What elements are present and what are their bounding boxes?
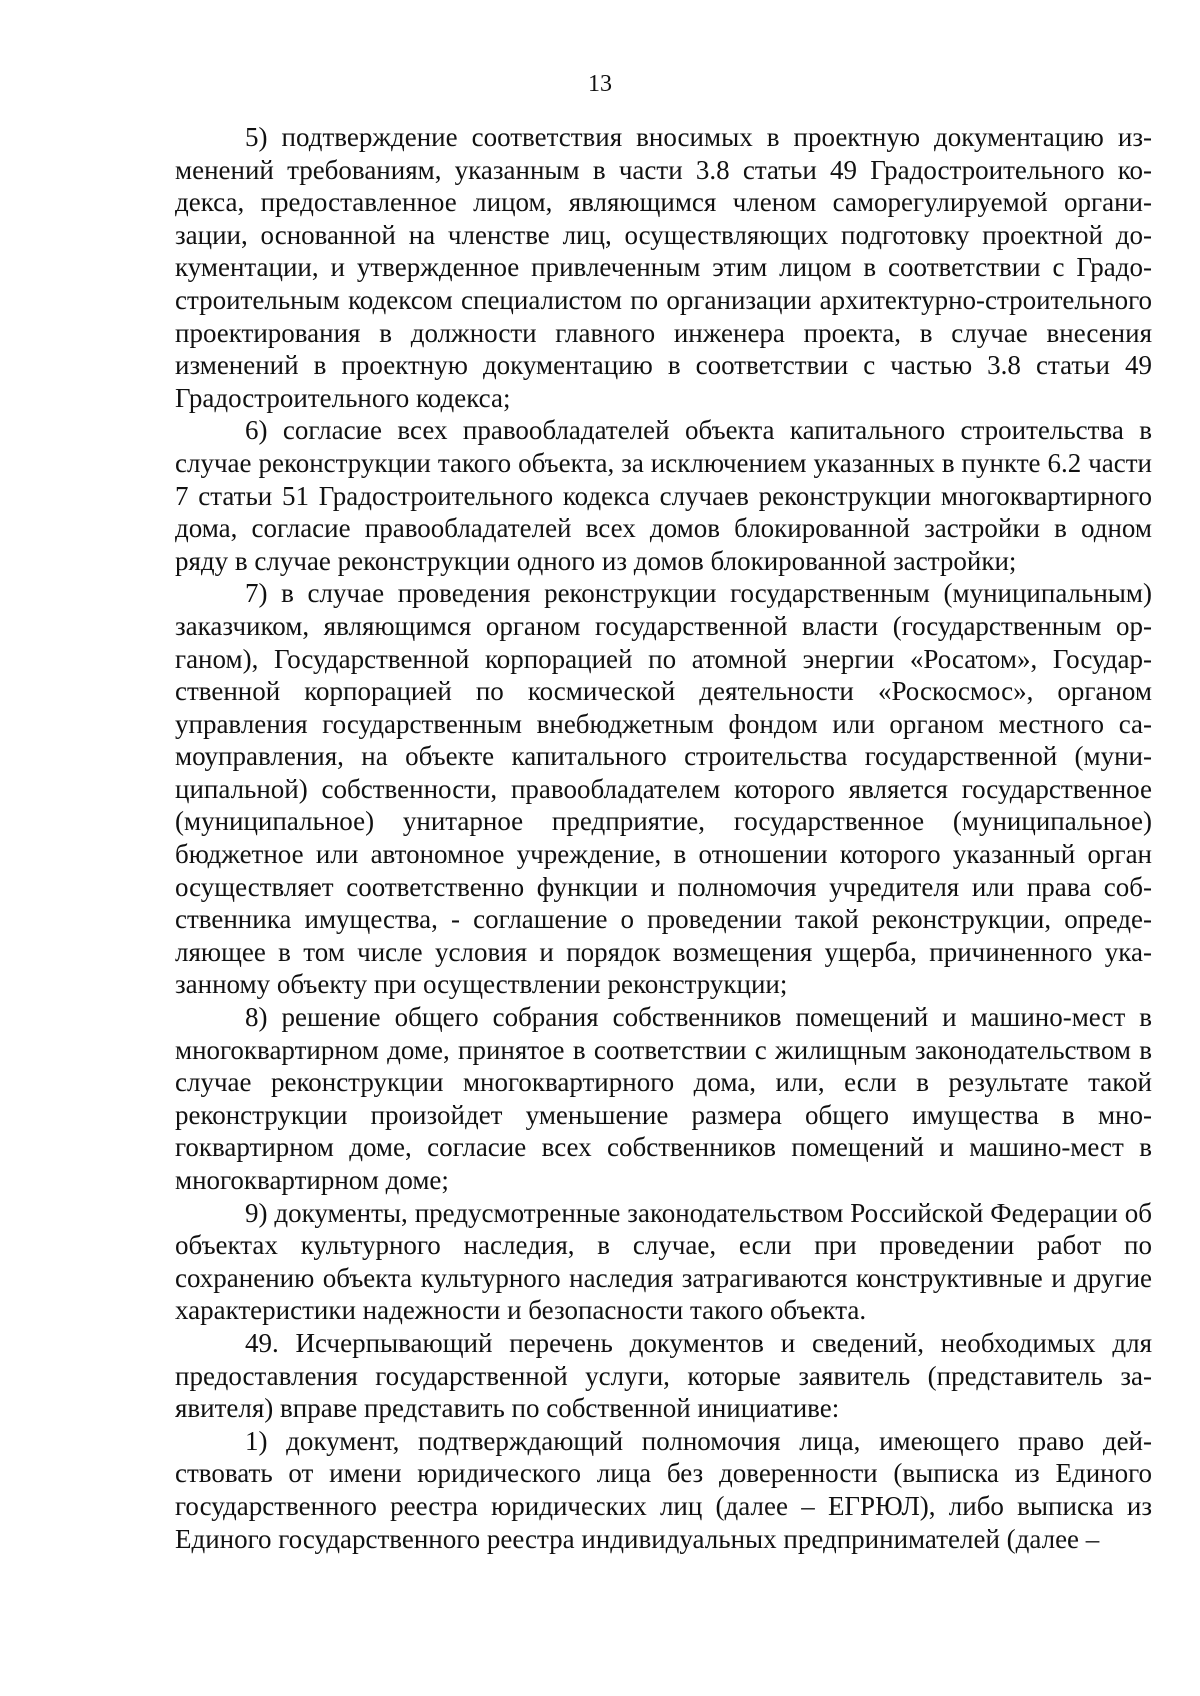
- paragraph-item-9: 9) документы, предусмотренные законодательством Российской Федерации об объектах культурного наследия, в случае, если при проведении работ по сохранению объекта культурного наследия затрагиваются конструктивные и другие характеристики надежности и безопасности такого объекта.: [175, 1197, 1152, 1326]
- paragraph-item-1: 1) документ, подтверждающий полномочия лица, имеющего право действовать от имени юридического лица без доверенности (выписка из Единого государственного реестра юридических лиц (далее – ЕГРЮЛ), либо выписка из Единого государственного реестра индивидуальных предпринимателей (далее –: [175, 1425, 1152, 1554]
- paragraph-section-49: 49. Исчерпывающий перечень документов и сведений, необходимых для предоставления государственной услуги, которые заявитель (представитель заявителя) вправе представить по собственной инициативе:: [175, 1327, 1152, 1424]
- document-body: [175, 121, 1152, 1555]
- paragraph-item-5: 5) подтверждение соответствия вносимых в проектную документацию изменений требованиям, указанным в части 3.8 статьи 49 Градостроительного кодекса, предоставленное лицом, являющимся членом саморегулируемой организации, основанной на членстве лиц, осуществляющих подготовку проектной документации, и утвержденное привлеченным этим лицом в соответствии с Градостроительным кодексом специалистом по организации архитектурно-строительного проектирования в должности главного инженера проекта, в случае внесения изменений в проектную документацию в соответствии с частью 3.8 статьи 49 Градостроительного кодекса;: [175, 122, 1152, 413]
- paragraph-item-8: 8) решение общего собрания собственников помещений и машино-мест в многоквартирном доме, принятое в соответствии с жилищным законодательством в случае реконструкции многоквартирного дома, или, если в результате такой реконструкции произойдет уменьшение размера общего имущества в многоквартирном доме, согласие всех собственников помещений и машино-мест в многоквартирном доме;: [175, 1002, 1152, 1195]
- paragraph-item-7: 7) в случае проведения реконструкции государственным (муниципальным) заказчиком, являющимся органом государственной власти (государственным органом), Государственной корпорацией по атомной энергии «Росатом», Государственной корпорацией по космической деятельности «Роскосмос», органом управления государственным внебюджетным фондом или органом местного самоуправления, на объекте капитального строительства государственной (муниципальной) собственности, правообладателем которого является государственное (муниципальное) унитарное предприятие, государственное (муниципальное) бюджетное или автономное учреждение, в отношении которого указанный орган осуществляет соответственно функции и полномочия учредителя или права собственника имущества, - соглашение о проведении такой реконструкции, определяющее в том числе условия и порядок возмещения ущерба, причиненного указанному объекту при осуществлении реконструкции;: [175, 578, 1152, 1000]
- paragraph-item-6: 6) согласие всех правообладателей объекта капитального строительства в случае реконструкции такого объекта, за исключением указанных в пункте 6.2 части 7 статьи 51 Градостроительного кодекса случаев реконструкции многоквартирного дома, согласие правообладателей всех домов блокированной застройки в одном ряду в случае реконструкции одного из домов блокированной застройки;: [175, 415, 1152, 576]
- page-number: 13: [588, 71, 612, 97]
